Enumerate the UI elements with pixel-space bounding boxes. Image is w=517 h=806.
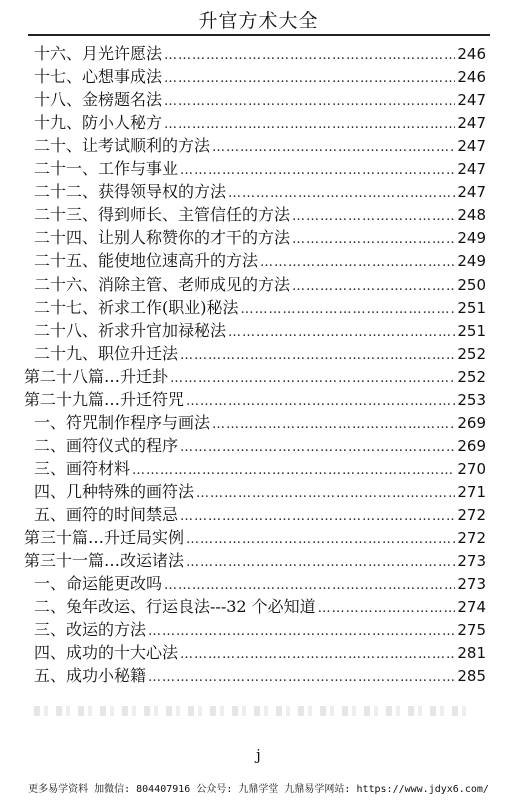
toc-entry-page: 272 xyxy=(457,529,486,548)
toc-entry xyxy=(34,134,486,156)
toc-entry-label: 二十七、祈求工作(职业)秘法 xyxy=(34,297,239,317)
toc-entry xyxy=(34,641,486,663)
toc-entry xyxy=(24,365,486,387)
footer-note: 更多易学资料 加微信: 804407916 公众号: 九鼎学堂 九鼎易学网站: https://www.jdyx6.com/ xyxy=(28,784,489,795)
toc-entry-label: 一、命运能更改吗 xyxy=(34,574,163,594)
toc-leader-dots xyxy=(292,232,455,248)
toc-entry-page: 249 xyxy=(457,229,486,248)
toc-entry xyxy=(34,572,486,594)
toc-entry-label: 十八、金榜题名法 xyxy=(34,90,163,110)
page-folio: j xyxy=(256,746,261,764)
toc-leader-dots xyxy=(186,532,455,548)
toc-entry-label: 二十二、获得领导权的方法 xyxy=(34,182,227,202)
toc-entry xyxy=(34,226,486,248)
toc-entry-label: 四、几种特殊的画符法 xyxy=(34,481,195,501)
toc-entry-page: 247 xyxy=(457,114,486,133)
toc-entry-page: 270 xyxy=(457,459,486,478)
toc-leader-dots xyxy=(148,670,455,686)
toc-entry-page: 269 xyxy=(457,436,486,455)
toc-entry-page: 249 xyxy=(457,252,486,271)
toc-entry-page: 272 xyxy=(457,506,486,524)
toc-entry-page: 274 xyxy=(457,598,486,617)
toc-entry-page: 273 xyxy=(457,552,486,571)
toc-entry-page: 247 xyxy=(457,183,486,202)
toc-leader-dots xyxy=(318,601,456,617)
toc-entry xyxy=(34,65,486,87)
toc-entry-page: 275 xyxy=(457,621,486,640)
toc-entry xyxy=(34,618,486,640)
toc-entry-page: 251 xyxy=(457,321,486,340)
toc-entry-page: 273 xyxy=(457,575,486,594)
toc-leader-dots xyxy=(180,348,455,364)
toc-leader-dots xyxy=(132,463,455,479)
toc-leader-dots xyxy=(164,117,455,133)
toc-entry xyxy=(34,664,486,686)
toc-entry-label: 二、兔年改运、行运良法---32 个必知道 xyxy=(34,597,316,617)
toc-entry-label: 十六、月光许愿法 xyxy=(34,44,163,63)
toc-entry-page: 285 xyxy=(457,667,486,686)
toc-entry xyxy=(34,249,486,271)
toc-entry-page: 251 xyxy=(457,298,486,317)
toc-leader-dots xyxy=(164,578,455,594)
toc-entry xyxy=(34,111,486,133)
toc-entry-label: 二十四、让别人称赞你的才干的方法 xyxy=(34,228,291,248)
toc-leader-dots xyxy=(180,163,455,179)
toc-leader-dots xyxy=(241,302,456,318)
toc-entry-label: 第二十八篇…升迁卦 xyxy=(24,366,169,386)
toc-entry-label: 第三十篇…升迁局实例 xyxy=(24,528,185,548)
toc-entry xyxy=(34,434,486,456)
toc-entry xyxy=(34,411,486,433)
toc-entry-page: 247 xyxy=(457,91,486,110)
toc-entry-page: 246 xyxy=(457,45,486,63)
toc-entry xyxy=(34,480,486,502)
toc-entry-label: 二、画符仪式的程序 xyxy=(34,435,179,455)
toc-entry-page: 246 xyxy=(457,68,486,87)
toc-leader-dots xyxy=(186,555,455,571)
toc-leader-dots xyxy=(228,186,455,202)
toc-entry xyxy=(34,595,486,617)
toc-entry-label: 三、画符材料 xyxy=(34,458,131,478)
toc-entry-page: 269 xyxy=(457,413,486,432)
toc-entry-page: 247 xyxy=(457,137,486,156)
toc-entry-label: 二十、让考试顺利的方法 xyxy=(34,136,211,156)
toc-entry xyxy=(34,503,486,525)
toc-entry-label: 五、画符的时间禁忌 xyxy=(34,505,179,524)
toc-entry-label: 十七、心想事成法 xyxy=(34,67,163,87)
toc-entry-label: 二十五、能使地位速高升的方法 xyxy=(34,251,259,271)
toc-entry xyxy=(34,342,486,364)
toc-entry xyxy=(24,388,486,410)
toc-entry-label: 二十九、职位升迁法 xyxy=(34,343,179,363)
toc-entry-label: 二十八、祈求升官加禄秘法 xyxy=(34,320,227,340)
toc-entry xyxy=(24,526,486,548)
toc-leader-dots xyxy=(180,509,455,525)
toc-entry-page: 248 xyxy=(457,206,486,225)
toc-entry xyxy=(34,203,486,225)
toc-leader-dots xyxy=(170,371,455,387)
toc-entry-label: 第二十九篇…升迁符咒 xyxy=(24,389,185,409)
toc-entry-label: 一、符咒制作程序与画法 xyxy=(34,412,211,432)
toc-entry xyxy=(34,42,486,64)
toc-leader-dots xyxy=(180,647,455,663)
toc-entry-page: 252 xyxy=(457,367,486,386)
toc-entry-label: 二十一、工作与事业 xyxy=(34,159,179,179)
toc-entry-label: 五、成功小秘籍 xyxy=(34,666,147,686)
toc-entry xyxy=(34,273,486,295)
toc-leader-dots xyxy=(148,624,455,640)
toc-leader-dots xyxy=(260,255,455,271)
toc-entry-page: 252 xyxy=(457,344,486,363)
toc-entry-page: 250 xyxy=(457,275,486,294)
toc-leader-dots xyxy=(180,440,455,456)
toc-leader-dots xyxy=(212,417,455,433)
toc-leader-dots xyxy=(212,140,455,156)
toc-entry xyxy=(34,157,486,179)
toc-entry xyxy=(34,296,486,318)
toc-entry xyxy=(24,549,486,571)
toc-entry-label: 二十三、得到师长、主管信任的方法 xyxy=(34,205,291,225)
toc-entry xyxy=(34,457,486,479)
toc-entry-page: 253 xyxy=(457,390,486,409)
toc-leader-dots xyxy=(292,209,455,225)
running-header: 升官方术大全 xyxy=(198,10,319,32)
toc-entry xyxy=(34,319,486,341)
toc-leader-dots xyxy=(186,394,455,410)
toc-entry xyxy=(34,180,486,202)
toc-entry-label: 二十六、消除主管、老师成见的方法 xyxy=(34,274,291,294)
toc-entry-label: 第三十一篇…改运诸法 xyxy=(24,551,185,571)
toc-leader-dots xyxy=(164,94,455,110)
toc-leader-dots xyxy=(292,279,455,295)
toc-entry-label: 三、改运的方法 xyxy=(34,620,147,640)
toc-entry-label: 十九、防小人秘方 xyxy=(34,113,163,133)
toc-leader-dots xyxy=(164,48,455,64)
toc-leader-dots xyxy=(164,71,455,87)
toc-leader-dots xyxy=(228,325,455,341)
toc-entry-page: 247 xyxy=(457,160,486,179)
scan-artifact xyxy=(34,706,474,716)
toc-entry-label: 四、成功的十大心法 xyxy=(34,643,179,663)
toc-entry xyxy=(34,88,486,110)
toc-entry-page: 281 xyxy=(457,644,486,663)
header-rule xyxy=(28,34,490,36)
toc-leader-dots xyxy=(196,486,455,502)
toc-entry-page: 271 xyxy=(457,482,486,501)
